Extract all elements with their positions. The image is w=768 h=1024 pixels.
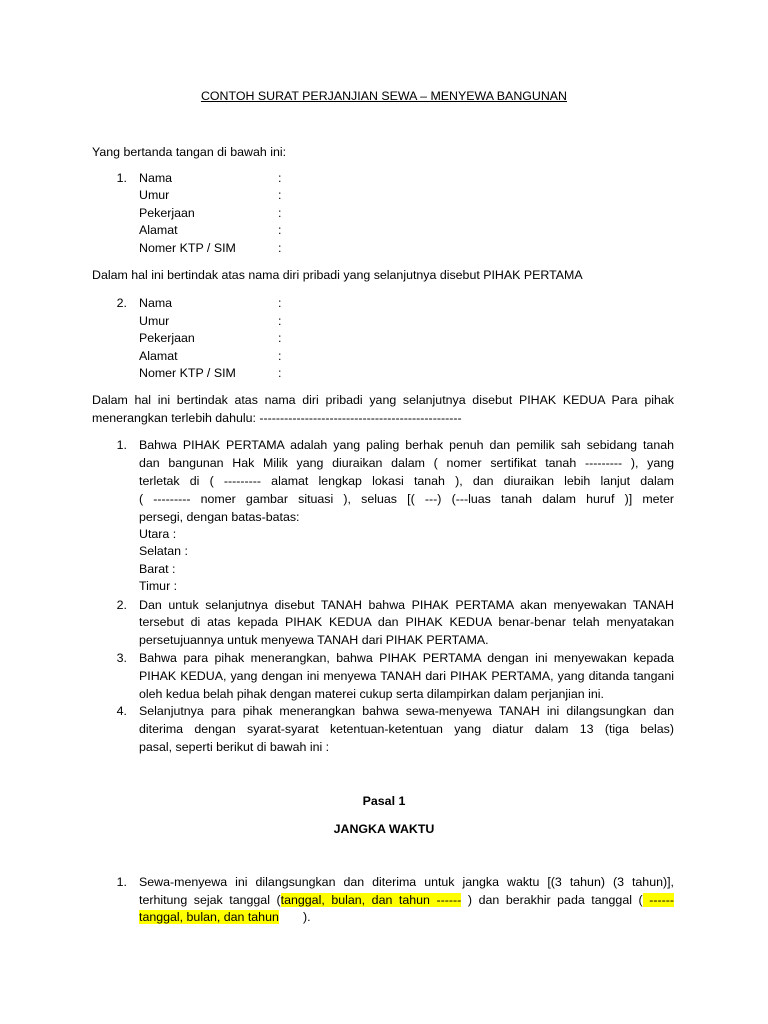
party2-colon: : — [278, 331, 282, 345]
party1-field-id: Nomer KTP / SIM — [139, 241, 236, 255]
party1-field-job: Pekerjaan — [139, 206, 195, 220]
party2-field-address: Alamat — [139, 349, 178, 363]
party1-number: 1. — [116, 171, 127, 185]
clause1-line3: terletak di ( --------- alamat lengkap lokasi tanah ), dan diuraikan lebih lanjut dalam — [139, 474, 674, 488]
line3-suffix: ). — [278, 910, 311, 924]
clause4-number: 4. — [116, 704, 127, 718]
highlight-end-date-dashes: ------ — [642, 893, 675, 907]
clause4-line3: pasal, seperti berikut di bawah ini : — [139, 740, 330, 754]
party1-statement: Dalam hal ini bertindak atas nama diri pribadi yang selanjutnya disebut PIHAK PERTAMA — [92, 268, 583, 282]
party1-colon: : — [278, 206, 282, 220]
pasal1-item-line2 — [139, 892, 674, 909]
pasal-subheading: JANGKA WAKTU — [333, 822, 435, 836]
document-title: CONTOH SURAT PERJANJIAN SEWA – MENYEWA BANGUNAN — [200, 89, 568, 103]
line2-prefix: terhitung sejak tanggal ( — [139, 893, 281, 907]
party2-colon: : — [278, 314, 282, 328]
clause3-number: 3. — [116, 651, 127, 665]
clause1-line5: persegi, dengan batas-batas: — [139, 510, 300, 524]
party2-colon: : — [278, 349, 282, 363]
clause2-line3: persetujuannya untuk menyewa TANAH dari PIHAK PERTAMA. — [139, 633, 489, 647]
clause1-line2: dan bangunan Hak Milik yang diuraikan dalam ( nomer sertifikat tanah --------- ), yang — [139, 456, 674, 470]
clause3-line2: PIHAK KEDUA, yang dengan ini menyewa TANAH dari PIHAK PERTAMA, yang ditanda tangani — [139, 669, 674, 683]
party1-colon: : — [278, 171, 282, 185]
border-north: Utara : — [139, 527, 177, 541]
party2-field-age: Umur — [139, 314, 170, 328]
clause4-line1: Selanjutnya para pihak menerangkan bahwa sewa-menyewa TANAH ini dilangsungkan dan — [139, 704, 674, 718]
party1-field-address: Alamat — [139, 223, 178, 237]
party2-field-id: Nomer KTP / SIM — [139, 366, 236, 380]
party1-colon: : — [278, 223, 282, 237]
highlight-end-date: tanggal, bulan, dan tahun — [139, 910, 279, 924]
pasal1-item-line1: Sewa-menyewa ini dilangsungkan dan diterima untuk jangka waktu [(3 tahun) (3 tahun)], — [139, 875, 674, 889]
party1-field-name: Nama — [139, 171, 173, 185]
pasal1-item-line3 — [139, 909, 311, 926]
clause4-line2: diterima dengan syarat-syarat ketentuan-ketentuan yang diatur dalam 13 (tiga belas) — [139, 722, 674, 736]
border-south: Selatan : — [139, 544, 188, 558]
party2-colon: : — [278, 366, 282, 380]
clause2-line1: Dan untuk selanjutnya disebut TANAH bahwa PIHAK PERTAMA akan menyewakan TANAH — [139, 598, 674, 612]
clause1-number: 1. — [116, 438, 127, 452]
pasal1-item-number: 1. — [116, 875, 127, 889]
clause3-line3: oleh kedua belah pihak dengan materei cukup serta dilampirkan dalam perjanjian ini. — [139, 687, 604, 701]
clause1-line4: ( --------- nomer gambar situasi ), seluas [( ---) (---luas tanah dalam huruf )] meter — [139, 492, 674, 506]
highlight-start-date: tanggal, bulan, dan tahun ------ — [280, 893, 462, 907]
party2-statement-line2: menerangkan terlebih dahulu: ------------------------------------------------- — [92, 411, 462, 425]
clause1-line1: Bahwa PIHAK PERTAMA adalah yang paling berhak penuh dan pemilik sah sebidang tanah — [139, 438, 674, 452]
party2-field-job: Pekerjaan — [139, 331, 195, 345]
clause2-line2: tersebut di atas kepada PIHAK KEDUA dan PIHAK KEDUA benar-benar telah menyatakan — [139, 615, 674, 629]
party2-statement-line1: Dalam hal ini bertindak atas nama diri pribadi yang selanjutnya disebut PIHAK KEDUA Para pihak — [92, 393, 674, 407]
pasal-heading: Pasal 1 — [362, 794, 406, 808]
clause3-line1: Bahwa para pihak menerangkan, bahwa PIHAK PERTAMA dengan ini menyewakan kepada — [139, 651, 674, 665]
line2-middle: ) dan berakhir pada tanggal ( — [461, 893, 643, 907]
party1-colon: : — [278, 188, 282, 202]
intro-text: Yang bertanda tangan di bawah ini: — [92, 145, 287, 159]
party2-field-name: Nama — [139, 296, 173, 310]
party2-colon: : — [278, 296, 282, 310]
party2-number: 2. — [116, 296, 127, 310]
party1-field-age: Umur — [139, 188, 170, 202]
border-east: Timur : — [139, 579, 178, 593]
party1-colon: : — [278, 241, 282, 255]
clause2-number: 2. — [116, 598, 127, 612]
border-west: Barat : — [139, 562, 176, 576]
